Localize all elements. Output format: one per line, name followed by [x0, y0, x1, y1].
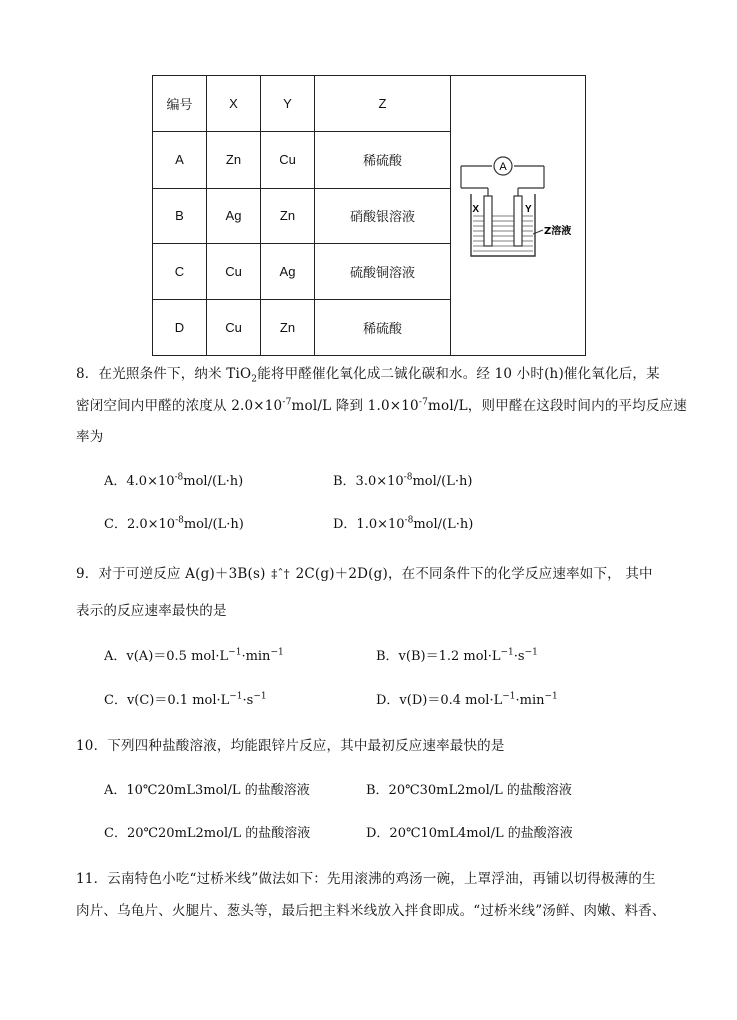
- q8-subscript: 2: [251, 374, 258, 385]
- q10-option-b: B．20℃30mL2mol/L 的盐酸溶液: [366, 783, 572, 798]
- row-d-z: 稀硫酸: [315, 300, 451, 356]
- option-text: B．3.0×10: [333, 474, 404, 489]
- option-text: ·min: [515, 693, 545, 708]
- q8-line-2: [76, 394, 687, 414]
- reversible-arrow-icon: ‡ˆ†: [271, 567, 290, 581]
- option-exponent: -8: [174, 472, 184, 483]
- option-exponent: −1: [229, 691, 243, 702]
- row-c-y: Ag: [261, 244, 315, 300]
- q10-option-a: A．10℃20mL3mol/L 的盐酸溶液: [104, 783, 310, 798]
- q8-option-a: [104, 470, 243, 489]
- electrode-table: [152, 75, 586, 356]
- table-header-row: [153, 76, 586, 132]
- q10-line-1: 10．下列四种盐酸溶液，均能跟锌片反应，其中最初反应速率最快的是: [76, 738, 505, 754]
- option-exponent: -8: [404, 515, 414, 526]
- solution-label: Z溶液: [544, 226, 572, 237]
- q9-option-a: [104, 645, 284, 664]
- header-id: 编号: [153, 76, 207, 132]
- option-exponent: −1: [502, 691, 516, 702]
- cell-diagram: [451, 76, 586, 356]
- option-text: mol/(L·h): [183, 517, 244, 532]
- row-a-y: Cu: [261, 131, 315, 188]
- electrode-y-label: Y: [525, 204, 532, 215]
- q8-option-b: [333, 470, 472, 489]
- row-c-id: C: [153, 244, 207, 300]
- q8-line-1: [76, 362, 660, 385]
- galvanic-cell-diagram: [451, 76, 585, 352]
- q11-line-2: 肉片、乌龟片、火腿片、葱头等，最后把主料米线放入拌食即成。“过桥米线”汤鲜、肉嫩、料香、: [76, 903, 666, 919]
- q8-text: 8．在光照条件下，纳米 TiO: [76, 366, 252, 382]
- q8-text: mol/L 降到 1.0×10: [291, 398, 419, 414]
- header-z: Z: [315, 76, 451, 132]
- option-exponent: −1: [524, 647, 538, 658]
- row-d-id: D: [153, 300, 207, 356]
- option-exponent: −1: [228, 647, 242, 658]
- q11-line-1: 11．云南特色小吃“过桥米线”做法如下：先用滚沸的鸡汤一碗，上罩浮油，再铺以切得极薄的生: [76, 871, 656, 887]
- row-b-y: Zn: [261, 188, 315, 244]
- q10-option-d: D．20℃10mL4mol/L 的盐酸溶液: [366, 826, 573, 841]
- option-text: ·min: [241, 649, 271, 664]
- row-a-id: A: [153, 131, 207, 188]
- option-text: mol/(L·h): [413, 517, 474, 532]
- row-c-x: Cu: [207, 244, 261, 300]
- q10-option-c: C．20℃20mL2mol/L 的盐酸溶液: [104, 826, 311, 841]
- option-text: A．v(A)＝0.5 mol·L: [104, 649, 229, 664]
- option-exponent: -8: [175, 515, 184, 526]
- option-exponent: −1: [544, 691, 558, 702]
- option-text: C．v(C)＝0.1 mol·L: [104, 693, 230, 708]
- q9-option-b: [376, 645, 538, 664]
- q8-text: 密闭空间内甲醛的浓度从 2.0×10: [76, 398, 283, 414]
- row-b-id: B: [153, 188, 207, 244]
- row-a-x: Zn: [207, 131, 261, 188]
- q9-option-c: [104, 689, 267, 708]
- option-exponent: −1: [500, 647, 514, 658]
- row-a-z: 稀硫酸: [315, 131, 451, 188]
- q8-text: mol/L，则甲醛在这段时间内的平均反应速: [428, 398, 687, 414]
- option-exponent: -8: [403, 472, 413, 483]
- row-d-y: Zn: [261, 300, 315, 356]
- ammeter-label: A: [499, 161, 507, 173]
- option-exponent: −1: [253, 691, 267, 702]
- option-text: C．2.0×10: [104, 517, 176, 532]
- q9-text: 9．对于可逆反应 A(g)＋3B(s): [76, 566, 266, 582]
- q8-line-3: 率为: [76, 429, 104, 445]
- header-y: Y: [261, 76, 315, 132]
- row-b-z: 硝酸银溶液: [315, 188, 451, 244]
- row-c-z: 硫酸铜溶液: [315, 244, 451, 300]
- q9-line-1: [76, 562, 653, 582]
- option-text: A．4.0×10: [104, 474, 175, 489]
- electrode-x: [484, 196, 492, 246]
- option-text: ·s: [513, 649, 525, 664]
- electrode-y: [514, 196, 522, 246]
- q8-option-d: [333, 513, 473, 532]
- option-text: mol/(L·h): [183, 474, 244, 489]
- option-text: ·s: [242, 693, 254, 708]
- option-exponent: −1: [270, 647, 284, 658]
- row-d-x: Cu: [207, 300, 261, 356]
- option-text: mol/(L·h): [412, 474, 473, 489]
- q9-text: 2C(g)＋2D(g)，在不同条件下的化学反应速率如下， 其中: [295, 566, 653, 582]
- q8-exponent: -7: [418, 397, 429, 408]
- option-text: B．v(B)＝1.2 mol·L: [376, 649, 501, 664]
- option-text: D．1.0×10: [333, 517, 405, 532]
- header-x: X: [207, 76, 261, 132]
- row-b-x: Ag: [207, 188, 261, 244]
- q8-option-c: [104, 513, 244, 532]
- option-text: D．v(D)＝0.4 mol·L: [376, 693, 503, 708]
- q8-exponent: -7: [282, 397, 292, 408]
- q8-text: 能将甲醛催化氧化成二铖化碳和水。经 10 小时(h)催化氧化后，某: [257, 366, 660, 382]
- q9-option-d: [376, 689, 558, 708]
- q9-line-2: 表示的反应速率最快的是: [76, 603, 227, 619]
- electrode-x-label: X: [472, 204, 479, 215]
